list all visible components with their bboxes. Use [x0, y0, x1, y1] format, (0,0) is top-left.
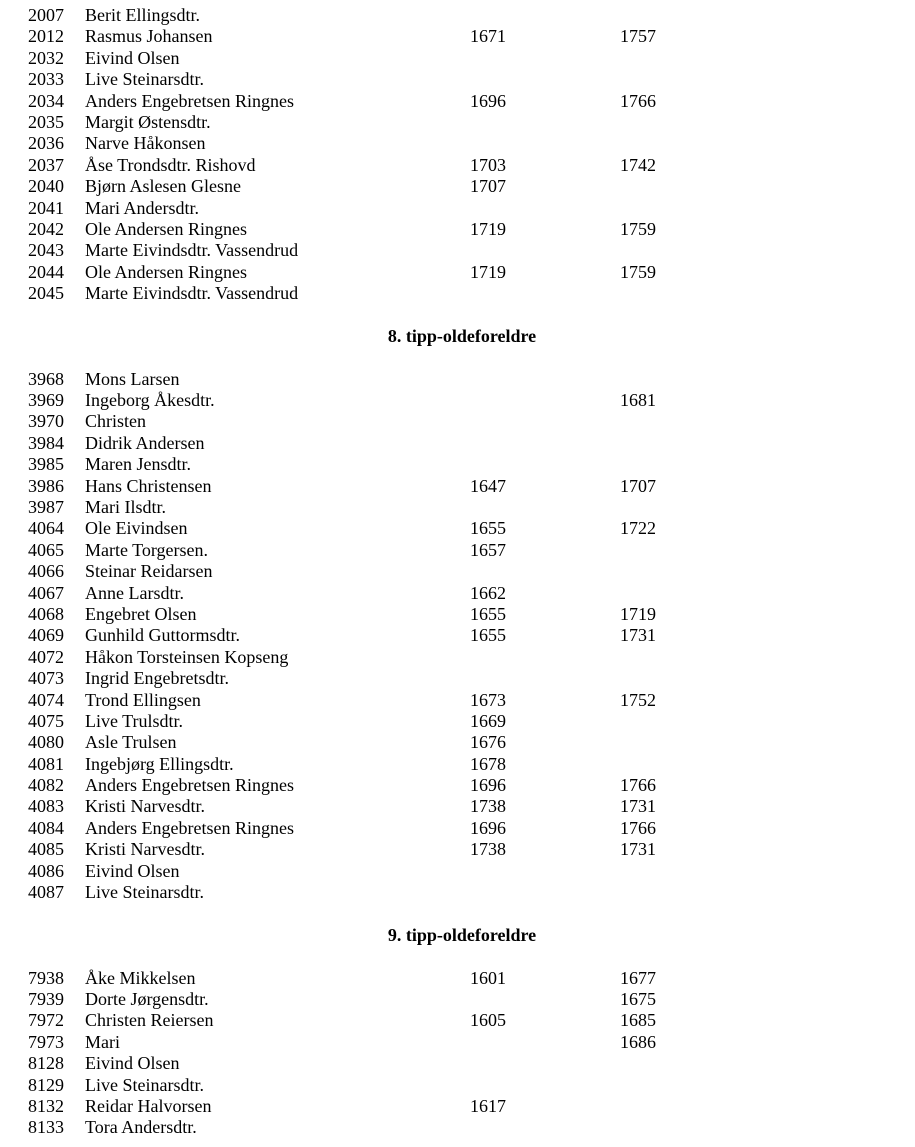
ancestor-row: [0, 69, 915, 90]
birth-year: 1696: [470, 817, 506, 838]
ancestor-number: 2041: [28, 197, 64, 218]
ancestor-row: [0, 604, 915, 625]
birth-year: 1738: [470, 839, 506, 860]
ancestor-name: Bjørn Aslesen Glesne: [85, 176, 241, 197]
birth-year: 1719: [470, 261, 506, 282]
generation-heading: 8. tipp-oldeforeldre: [387, 325, 537, 346]
ancestor-number: 2033: [28, 69, 64, 90]
ancestor-number: 2043: [28, 240, 64, 261]
ancestor-row: [0, 198, 915, 219]
ancestor-name: Maren Jensdtr.: [85, 454, 191, 475]
ancestor-number: 2040: [28, 176, 64, 197]
ancestor-number: 4065: [28, 539, 64, 560]
ancestor-number: 2037: [28, 154, 64, 175]
ancestor-name: Reidar Halvorsen: [85, 1095, 212, 1116]
ancestor-row: [0, 732, 915, 753]
death-year: 1707: [620, 475, 656, 496]
birth-year: 1669: [470, 710, 506, 731]
ancestor-name: Live Trulsdtr.: [85, 710, 184, 731]
death-year: 1766: [620, 90, 656, 111]
ancestor-row: [0, 989, 915, 1010]
death-year: 1686: [620, 1031, 656, 1052]
ancestor-name: Christen: [85, 411, 146, 432]
ancestor-row: [0, 839, 915, 860]
death-year: 1731: [620, 839, 656, 860]
ancestor-row: [0, 1053, 915, 1074]
ancestor-number: 7939: [28, 988, 64, 1009]
birth-year: 1617: [470, 1095, 506, 1116]
ancestor-number: 4084: [28, 817, 64, 838]
ancestor-row: [0, 561, 915, 582]
birth-year: 1696: [470, 90, 506, 111]
ancestor-row: [0, 369, 915, 390]
ancestor-name: Dorte Jørgensdtr.: [85, 988, 209, 1009]
ancestor-name: Trond Ellingsen: [85, 689, 201, 710]
ancestor-name: Marte Eivindsdtr. Vassendrud: [85, 283, 299, 304]
birth-year: 1676: [470, 732, 506, 753]
ancestor-row: [0, 133, 915, 154]
ancestor-name: Mons Larsen: [85, 368, 180, 389]
ancestor-number: 4082: [28, 775, 64, 796]
ancestor-name: Eivind Olsen: [85, 47, 180, 68]
ancestor-name: Ingeborg Åkesdtr.: [85, 390, 215, 411]
generation-section: [0, 5, 915, 304]
birth-year: 1662: [470, 582, 506, 603]
ancestor-row: [0, 861, 915, 882]
ancestor-row: [0, 754, 915, 775]
ancestor-number: 4066: [28, 561, 64, 582]
death-year: 1759: [620, 218, 656, 239]
ancestor-number: 2044: [28, 261, 64, 282]
ancestor-number: 4067: [28, 582, 64, 603]
death-year: 1752: [620, 689, 656, 710]
ancestor-name: Eivind Olsen: [85, 1053, 180, 1074]
ancestor-name: Kristi Narvesdtr.: [85, 839, 205, 860]
ancestor-row: [0, 796, 915, 817]
ancestor-number: 2045: [28, 283, 64, 304]
ancestor-row: [0, 647, 915, 668]
ancestor-number: 4074: [28, 689, 64, 710]
ancestor-name: Margit Østensdtr.: [85, 111, 211, 132]
ancestor-number: 3984: [28, 432, 64, 453]
ancestor-number: 4080: [28, 732, 64, 753]
ancestor-row: [0, 476, 915, 497]
ancestor-name: Ole Eivindsen: [85, 518, 188, 539]
ancestor-row: [0, 219, 915, 240]
ancestor-name: Berit Ellingsdtr.: [85, 5, 200, 25]
birth-year: 1671: [470, 26, 506, 47]
ancestor-name: Didrik Andersen: [85, 432, 205, 453]
ancestor-name: Åse Trondsdtr. Rishovd: [85, 154, 256, 175]
ancestor-number: 4086: [28, 860, 64, 881]
ancestor-row: [0, 690, 915, 711]
ancestor-row: [0, 5, 915, 26]
ancestor-name: Rasmus Johansen: [85, 26, 213, 47]
ancestor-name: Ingebjørg Ellingsdtr.: [85, 753, 234, 774]
ancestor-name: Live Steinarsdtr.: [85, 882, 204, 903]
ancestor-name: Engebret Olsen: [85, 603, 197, 624]
birth-year: 1647: [470, 475, 506, 496]
ancestor-number: 7973: [28, 1031, 64, 1052]
death-year: 1719: [620, 603, 656, 624]
ancestor-name: Anne Larsdtr.: [85, 582, 184, 603]
ancestor-name: Marte Eivindsdtr. Vassendrud: [85, 240, 299, 261]
ancestor-row: [0, 91, 915, 112]
ancestor-number: 4085: [28, 839, 64, 860]
ancestor-number: 4069: [28, 625, 64, 646]
birth-year: 1605: [470, 1010, 506, 1031]
ancestor-row: [0, 390, 915, 411]
birth-year: 1655: [470, 603, 506, 624]
ancestor-number: 4087: [28, 882, 64, 903]
ancestor-row: [0, 454, 915, 475]
ancestor-row: [0, 240, 915, 261]
ancestor-name: Gunhild Guttormsdtr.: [85, 625, 241, 646]
ancestor-row: [0, 1117, 915, 1138]
ancestor-name: Mari Andersdtr.: [85, 197, 199, 218]
ancestor-name: Live Steinarsdtr.: [85, 1074, 204, 1095]
ancestor-row: [0, 283, 915, 304]
ancestor-row: [0, 518, 915, 539]
ancestor-number: 7938: [28, 967, 64, 988]
ancestor-name: Eivind Olsen: [85, 860, 180, 881]
ancestor-row: [0, 411, 915, 432]
ancestor-number: 8133: [28, 1117, 64, 1138]
ancestor-name: Asle Trulsen: [85, 732, 177, 753]
ancestor-row: [0, 155, 915, 176]
ancestor-number: 2012: [28, 26, 64, 47]
death-year: 1766: [620, 775, 656, 796]
ancestor-number: 2032: [28, 47, 64, 68]
birth-year: 1657: [470, 539, 506, 560]
birth-year: 1738: [470, 796, 506, 817]
ancestor-row: [0, 262, 915, 283]
ancestor-number: 7972: [28, 1010, 64, 1031]
ancestor-name: Anders Engebretsen Ringnes: [85, 90, 294, 111]
ancestor-number: 3970: [28, 411, 64, 432]
death-year: 1681: [620, 390, 656, 411]
birth-year: 1655: [470, 625, 506, 646]
ancestor-row: [0, 26, 915, 47]
death-year: 1766: [620, 817, 656, 838]
birth-year: 1719: [470, 218, 506, 239]
birth-year: 1673: [470, 689, 506, 710]
ancestor-row: [0, 968, 915, 989]
ancestor-number: 4064: [28, 518, 64, 539]
ancestor-row: [0, 433, 915, 454]
ancestor-number: 3968: [28, 368, 64, 389]
ancestor-number: 4068: [28, 603, 64, 624]
birth-year: 1707: [470, 176, 506, 197]
death-year: 1677: [620, 967, 656, 988]
ancestor-number: 8128: [28, 1053, 64, 1074]
ancestor-name: Ole Andersen Ringnes: [85, 261, 247, 282]
ancestor-name: Mari: [85, 1031, 120, 1052]
ancestor-row: [0, 176, 915, 197]
death-year: 1722: [620, 518, 656, 539]
ancestor-number: 4073: [28, 668, 64, 689]
ancestor-name: Narve Håkonsen: [85, 133, 206, 154]
ancestor-number: 2035: [28, 111, 64, 132]
ancestor-name: Ole Andersen Ringnes: [85, 218, 247, 239]
ancestor-row: [0, 1096, 915, 1117]
death-year: 1759: [620, 261, 656, 282]
ancestor-name: Anders Engebretsen Ringnes: [85, 817, 294, 838]
ancestor-name: Live Steinarsdtr.: [85, 69, 204, 90]
ancestor-name: Åke Mikkelsen: [85, 967, 196, 988]
ancestor-row: [0, 1032, 915, 1053]
birth-year: 1703: [470, 154, 506, 175]
ancestor-number: 2034: [28, 90, 64, 111]
ancestor-name: Steinar Reidarsen: [85, 561, 213, 582]
ancestor-name: Kristi Narvesdtr.: [85, 796, 205, 817]
ancestor-row: [0, 112, 915, 133]
death-year: 1675: [620, 988, 656, 1009]
ancestor-name: Håkon Torsteinsen Kopseng: [85, 646, 289, 667]
ancestor-number: 4083: [28, 796, 64, 817]
ancestor-row: [0, 668, 915, 689]
ancestor-number: 2036: [28, 133, 64, 154]
ancestor-row: [0, 818, 915, 839]
death-year: 1742: [620, 154, 656, 175]
ancestor-number: 3985: [28, 454, 64, 475]
ancestor-row: [0, 625, 915, 646]
ancestor-name: Hans Christensen: [85, 475, 212, 496]
ancestor-number: 8132: [28, 1095, 64, 1116]
generation-section: [0, 304, 915, 903]
ancestor-number: 2007: [28, 5, 64, 25]
ancestor-row: [0, 775, 915, 796]
ancestor-number: 8129: [28, 1074, 64, 1095]
ancestor-row: [0, 882, 915, 903]
ancestor-name: Anders Engebretsen Ringnes: [85, 775, 294, 796]
ancestor-name: Tora Andersdtr.: [85, 1117, 197, 1138]
ancestor-number: 3987: [28, 496, 64, 517]
ancestor-row: [0, 711, 915, 732]
birth-year: 1601: [470, 967, 506, 988]
death-year: 1731: [620, 625, 656, 646]
ancestor-name: Ingrid Engebretsdtr.: [85, 668, 229, 689]
ancestor-row: [0, 1010, 915, 1031]
ancestor-name: Marte Torgersen.: [85, 539, 209, 560]
ancestor-row: [0, 583, 915, 604]
birth-year: 1696: [470, 775, 506, 796]
ancestor-number: 4075: [28, 710, 64, 731]
generation-section: [0, 903, 915, 1138]
ancestor-row: [0, 497, 915, 518]
ancestor-row: [0, 1075, 915, 1096]
ancestor-row: [0, 48, 915, 69]
death-year: 1757: [620, 26, 656, 47]
ancestor-number: 3969: [28, 390, 64, 411]
ancestor-number: 3986: [28, 475, 64, 496]
death-year: 1685: [620, 1010, 656, 1031]
birth-year: 1678: [470, 753, 506, 774]
death-year: 1731: [620, 796, 656, 817]
birth-year: 1655: [470, 518, 506, 539]
ancestor-number: 2042: [28, 218, 64, 239]
ancestor-row: [0, 540, 915, 561]
ancestor-name: Christen Reiersen: [85, 1010, 214, 1031]
ancestor-name: Mari Ilsdtr.: [85, 496, 166, 517]
generation-heading: 9. tipp-oldeforeldre: [387, 924, 537, 945]
ancestor-number: 4081: [28, 753, 64, 774]
ancestor-number: 4072: [28, 646, 64, 667]
